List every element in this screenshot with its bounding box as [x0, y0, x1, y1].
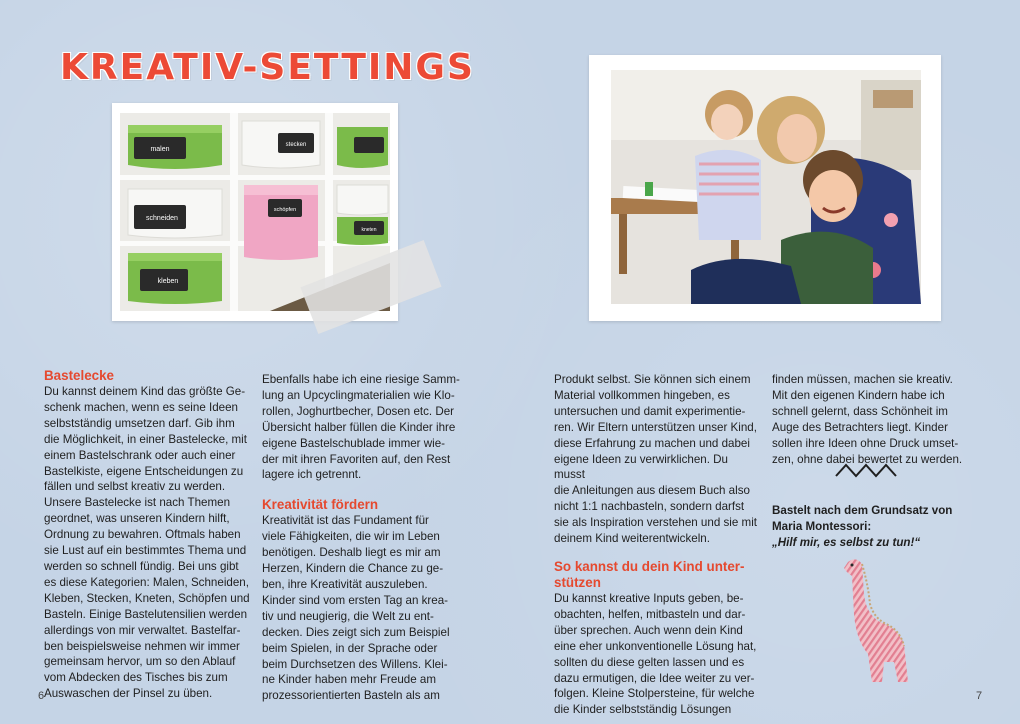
text-line: ren. Wir Eltern unterstützen unser Kind, — [554, 420, 757, 434]
text-line: beim Spielen, in der Sprache oder — [262, 641, 438, 655]
text-line: diese Erfahrung zu machen und dabei — [554, 436, 750, 450]
text-line: Übersicht halber füllen die Kinder ihre — [262, 420, 456, 434]
text-line: sollen ihre Ideen ohne Druck umset- — [772, 436, 959, 450]
text-line: die Möglichkeit, in einer Bastelecke, mit — [44, 432, 247, 446]
heading-unterstuetzen: So kannst du dein Kind unter- — [554, 558, 745, 574]
text-line: deinem Kind weiterentwickeln. — [554, 532, 710, 546]
dinosaur-icon — [834, 554, 924, 684]
text-line: decken. Dies zeigt sich zum Beispiel — [262, 625, 450, 639]
montessori-quote: „Hilf mir, es selbst zu tun!“ — [772, 536, 921, 550]
text-line: eine eher unkonventionelle Lösung hat, — [554, 639, 757, 653]
bin-label: schneiden — [146, 215, 178, 222]
zigzag-decoration — [835, 462, 897, 478]
text-line: ne Kinder haben mehr Freude am — [262, 673, 437, 687]
bin-label: kneten — [361, 227, 377, 233]
text-line: Unsere Bastelecke ist nach Themen — [44, 496, 231, 510]
text-line: nicht 1:1 nachbasteln, sondern darfst — [554, 500, 745, 514]
text-line: Basteln. Einige Bastelutensilien werden — [44, 607, 248, 621]
text-line: Kinder sind vom ersten Tag an krea- — [262, 593, 449, 607]
text-line: Mit den eigenen Kindern habe ich — [772, 388, 945, 402]
column-1 — [44, 368, 252, 702]
montessori-intro: Bastelt nach dem Grundsatz von — [772, 504, 953, 518]
text-line: sollten du diese gelten lassen und es — [554, 655, 745, 669]
text-line: es diese Kategorien: Malen, Schneiden, — [44, 575, 249, 589]
text-line: eigene Ideen zu verwirklichen. Du musst — [554, 452, 729, 482]
text-line: viele Fähigkeiten, die wir im Leben — [262, 530, 440, 544]
text-line: Ordnung zu bewahren. Oftmals haben — [44, 528, 241, 542]
text-line: Ebenfalls habe ich eine riesige Samm- — [262, 373, 460, 386]
text-line: prozessorientierten Basteln als am — [262, 689, 440, 703]
text-line: vom Abdecken des Tisches bis zum — [44, 671, 228, 685]
text-line: Kleben, Stecken, Kneten, Schöpfen und — [44, 591, 250, 605]
text-line: selbstständig umsetzen darf. Gib ihm — [44, 416, 235, 430]
page-number-right: 7 — [976, 690, 983, 702]
text-line: tiv und neugierig, die Welt zu ent- — [262, 609, 434, 623]
text-line: Kreativität ist das Fundament für — [262, 514, 429, 528]
text-line: rollen, Joghurtbecher, Dosen etc. Der — [262, 404, 455, 418]
text-line: die Kinder selbstständig Lösungen — [554, 703, 732, 717]
text-line: ben, ihre Kreativität auszuleben. — [262, 577, 428, 591]
text-line: zen, ohne dabei bewertet zu werden. — [772, 452, 963, 466]
text-line: Herzen, Kindern die Chance zu ge- — [262, 562, 444, 576]
text-line: lung an Upcyclingmaterialien wie Klo- — [262, 388, 455, 402]
heading-unterstuetzen-2: stützen — [554, 574, 601, 590]
text-line: geordnet, was unseren Kindern hilft, — [44, 512, 230, 526]
text-line: beim Durchsetzen des Willens. Klei- — [262, 657, 448, 671]
bin-label: schöpfen — [273, 207, 297, 213]
montessori-name: Maria Montessori: — [772, 520, 872, 534]
text-line: eigene Bastelschublade immer wie- — [262, 436, 446, 450]
text-line: sie Lust auf ein bestimmtes Thema und — [44, 544, 247, 558]
text-line: folgen. Kleine Stolpersteine, für welche — [554, 687, 755, 701]
bin-label: kleben — [157, 278, 179, 285]
bin-label: malen — [150, 146, 170, 153]
text-line: Du kannst kreative Inputs geben, be- — [554, 591, 744, 605]
bin-label: stecken — [285, 142, 307, 148]
text-line: gemeinsam hervor, um so den Ablauf — [44, 655, 236, 669]
text-line: schnell gelernt, dass Schönheit im — [772, 404, 948, 418]
text-line: der mit ihren Favoriten auf, den Rest — [262, 452, 451, 466]
text-line: Du kannst deinem Kind das größte Ge- — [44, 385, 246, 398]
family-illustration — [611, 70, 921, 304]
text-line: Bastelkiste, eigene Entscheidungen zu — [44, 464, 244, 478]
text-line: allerdings von mir verwaltet. Bastelfar- — [44, 623, 241, 637]
text-line: die Anleitungen aus diesem Buch also — [554, 484, 750, 498]
text-line: Auge des Betrachters liegt. Kinder — [772, 420, 948, 434]
text-line: werden so schnell fündig. Bei uns gibt — [44, 559, 239, 573]
text-line: untersuchen und damit experimentie- — [554, 404, 746, 418]
text-line: ben beispielsweise nehmen wir immer — [44, 639, 240, 653]
text-line: schenk machen, wenn es seine Ideen — [44, 400, 238, 414]
heading-bastelecke: Bastelecke — [44, 368, 114, 383]
text-line: benötigen. Deshalb liegt es mir am — [262, 546, 441, 560]
page-title: KREATIV-SETTINGS — [60, 47, 475, 88]
text-line: Material vollkommen hingeben, es — [554, 388, 730, 402]
text-line: einem Bastelschrank oder auch einer — [44, 448, 236, 462]
text-line: Produkt selbst. Sie können sich einem — [554, 373, 751, 386]
text-line: dazu ermutigen, die Idee weiter zu ver- — [554, 671, 755, 685]
text-line: finden müssen, machen sie kreativ. — [772, 373, 953, 386]
text-line: lagere ich getrennt. — [262, 468, 362, 482]
column-3 — [554, 372, 759, 718]
page-number-left: 6 — [38, 690, 45, 702]
text-line: Auswaschen der Pinsel zu üben. — [44, 687, 213, 701]
text-line: fällen und selbst kreativ zu werden. — [44, 480, 226, 494]
text-line: obachten, helfen, mitbasteln und dar- — [554, 607, 746, 621]
text-line: über sprechen. Auch wenn dein Kind — [554, 623, 743, 637]
column-2 — [262, 372, 468, 704]
photo-family-crafting — [589, 55, 941, 321]
heading-kreativitaet: Kreativität fördern — [262, 497, 379, 513]
text-line: sie als Inspiration verstehen und sie mit — [554, 516, 757, 530]
